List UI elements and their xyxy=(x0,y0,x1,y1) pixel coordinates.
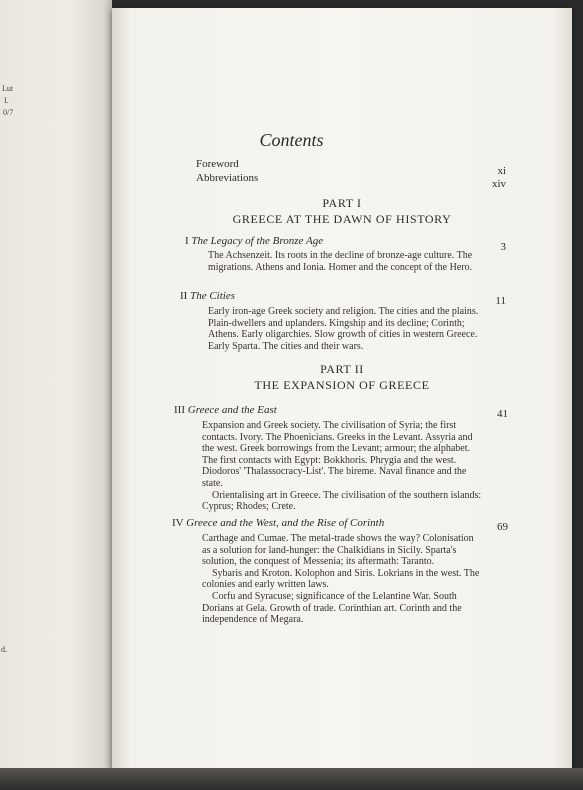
chapter-numeral: I xyxy=(185,235,189,247)
chapter-title xyxy=(172,517,384,529)
chapter-summary xyxy=(202,533,482,626)
chapter-page-number: 69 xyxy=(497,521,508,533)
left-page xyxy=(0,0,112,790)
foreword-entry: Foreword xyxy=(196,158,239,170)
chapter-title xyxy=(174,404,277,416)
summary-paragraph: Sybaris and Kroton. Kolophon and Siris. Lokrians in the west. The colonies and early written laws. xyxy=(202,567,480,591)
table-surface xyxy=(0,768,583,790)
chapter-name: Greece and the East xyxy=(187,404,277,416)
margin-mark: d. xyxy=(1,645,7,654)
margin-mark: 0/7 xyxy=(3,108,14,117)
foreword-page-number: xi xyxy=(497,165,506,177)
summary-paragraph: Carthage and Cumae. The metal-trade shows the way? Colonisation as a solution for land-hunger: the Chalkidians in Sicily. Sparta's solution, the conquest of Messenia; its aftermath: Taranto. xyxy=(202,533,474,568)
chapter-title xyxy=(185,235,323,247)
chapter-name: The Legacy of the Bronze Age xyxy=(191,235,324,247)
abbreviations-page-number: xiv xyxy=(491,178,506,190)
summary-paragraph: Early iron-age Greek society and religion. The cities and the plains. Plain-dwellers and uplanders. Kingship and its decline; Corinth; Athens. Early oligarchies. Slow growth of cities in western Greece. Early Sparta. The cities and their wars. xyxy=(208,306,479,352)
part-label: PART I xyxy=(322,196,362,210)
summary-paragraph: Corfu and Syracuse; significance of the Lelantine War. South Dorians at Gela. Growth of trade. Corinthian art. Corinth and the independence of Megara. xyxy=(202,590,462,626)
chapter-numeral: IV xyxy=(172,517,184,529)
chapter-page-number: 3 xyxy=(500,241,506,253)
abbreviations-entry: Abbreviations xyxy=(196,172,259,184)
chapter-summary xyxy=(208,306,480,352)
margin-mark: Lut xyxy=(2,84,14,93)
part-label: PART II xyxy=(320,362,364,376)
chapter-summary xyxy=(202,420,482,513)
summary-paragraph: Expansion and Greek society. The civilisation of Syria; the first contacts. Ivory. The Phoenicians. Greeks in the Levant. Assyria and the west. Greek borrowings from the Levant; armour; the alphabet. The first contacts with Egypt: Bokkhoris. Phrygia and the west. Diodoros' 'Thalassocracy-List'. The bireme. Naval finance and the state. xyxy=(202,420,473,489)
summary-paragraph: Orientalising art in Greece. The civilisation of the southern islands: Cyprus; Rhodes; Crete. xyxy=(202,489,482,513)
margin-mark: I. xyxy=(4,96,9,105)
part-title: GREECE AT THE DAWN OF HISTORY xyxy=(232,212,452,226)
chapter-name: Greece and the West, and the Rise of Corinth xyxy=(186,517,385,529)
chapter-numeral: III xyxy=(174,404,185,416)
chapter-page-number: 11 xyxy=(495,295,506,307)
chapter-numeral: II xyxy=(180,290,188,302)
chapter-page-number: 41 xyxy=(497,408,508,420)
chapter-title xyxy=(180,290,235,302)
page-title: Contents xyxy=(259,130,324,150)
part-title: THE EXPANSION OF GREECE xyxy=(254,378,430,392)
chapter-summary xyxy=(208,250,480,273)
chapter-name: The Cities xyxy=(190,290,235,302)
summary-paragraph: The Achsenzeit. Its roots in the decline of bronze-age culture. The migrations. Athens and Ionia. Homer and the concept of the Hero. xyxy=(208,250,473,273)
